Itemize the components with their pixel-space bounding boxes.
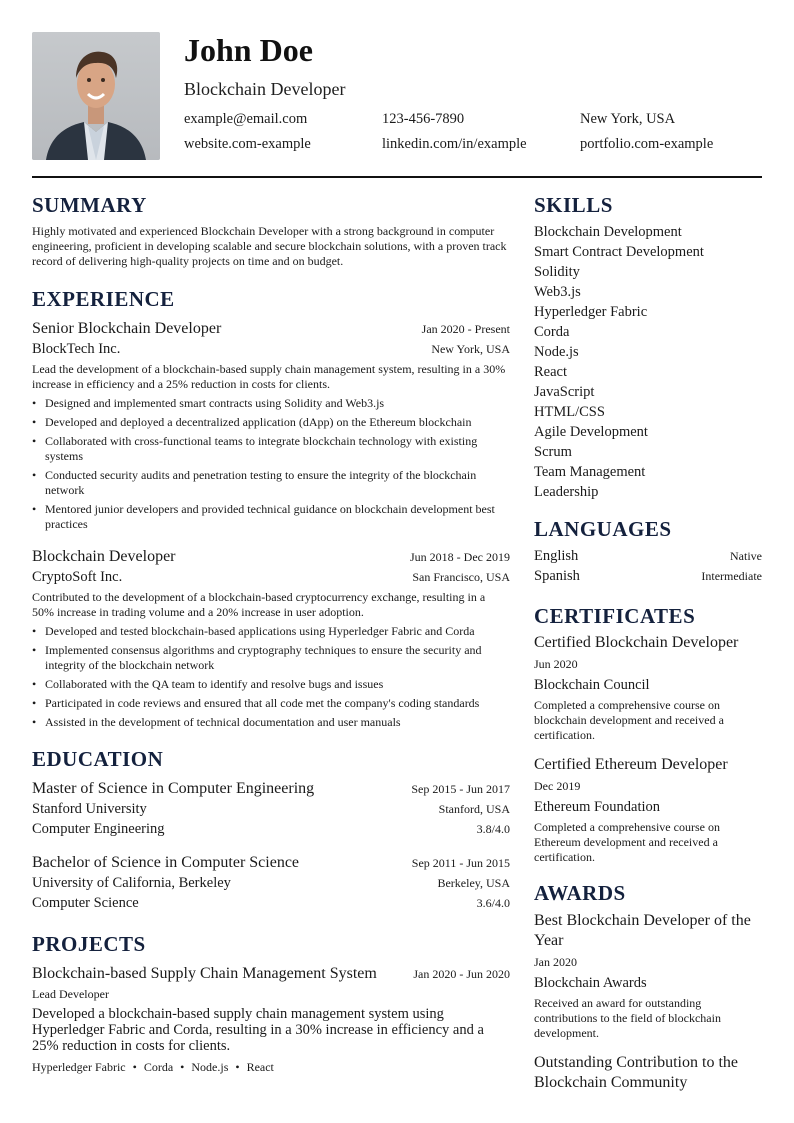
summary-heading: SUMMARY (32, 193, 147, 217)
job-title: Blockchain Developer (184, 79, 346, 99)
job-summary: Lead the development of a blockchain-based supply chain management system, resulting in a 30% increase in efficiency and a 25% reduction in costs for clients. (32, 362, 506, 391)
summary-text: Highly motivated and experienced Blockchain Developer with a strong background in computer engineering, proficient in developing scalable and secure blockchain solutions, with a proven track record of delivering high-quality projects on time and on budget. (32, 224, 507, 268)
certificate-date: Dec 2019 (534, 779, 581, 793)
skill-item: Hyperledger Fabric (534, 304, 648, 320)
language-name: English (534, 548, 579, 564)
certificate-item (534, 755, 762, 865)
email-link[interactable]: example@email.com (184, 111, 308, 127)
list-item: • Assisted in the development of technical documentation and user manuals (32, 715, 510, 730)
project-role: Lead Developer (32, 987, 109, 1001)
skill-item: Scrum (534, 444, 572, 460)
list-item: • Participated in code reviews and ensured that all code met the company's coding standards (32, 696, 510, 711)
job-bullets (32, 396, 510, 532)
tag-separator: • (235, 1060, 240, 1074)
certificate-description: Completed a comprehensive course on Ethereum development and received a certification. (534, 820, 720, 864)
school-location: Berkeley, USA (437, 876, 510, 890)
certificate-description: Completed a comprehensive course on blockchain development and received a certification. (534, 698, 724, 742)
school-name: University of California, Berkeley (32, 875, 231, 891)
project-name: Blockchain-based Supply Chain Management System (32, 965, 377, 982)
list-item: • Conducted security audits and penetration testing to ensure the integrity of the blockchain network (32, 468, 510, 498)
position-title: Senior Blockchain Developer (32, 320, 222, 337)
experience-item (32, 318, 510, 532)
experience-item (32, 546, 510, 730)
resume-header (32, 32, 762, 160)
language-row (534, 566, 762, 586)
skill-item: Node.js (534, 344, 579, 360)
skill-item: Blockchain Development (534, 224, 682, 240)
project-tag: Node.js (191, 1060, 229, 1074)
skill-item: Smart Contract Development (534, 244, 704, 260)
award-date: Jan 2020 (534, 955, 577, 969)
skill-item: Team Management (534, 464, 646, 480)
candidate-name: John Doe (184, 32, 313, 68)
list-item: • Implemented consensus algorithms and cryptography techniques to ensure the security and integrity of the blockchain network (32, 643, 510, 673)
projects-heading: PROJECTS (32, 932, 146, 956)
skill-item: HTML/CSS (534, 404, 605, 420)
left-column (32, 192, 510, 1076)
list-item: • Mentored junior developers and provided technical guidance on blockchain development best practices (32, 502, 510, 532)
project-tag: Hyperledger Fabric (32, 1060, 126, 1074)
company-name: BlockTech Inc. (32, 341, 121, 357)
phone-number: 123-456-7890 (382, 111, 465, 127)
skills-heading: SKILLS (534, 193, 613, 217)
job-bullets (32, 624, 510, 730)
skill-item: Corda (534, 324, 570, 340)
skill-item: Agile Development (534, 424, 648, 440)
education-dates: Sep 2011 - Jun 2015 (411, 856, 510, 870)
award-description: Received an award for outstanding contributions to the field of blockchain development. (534, 996, 721, 1040)
right-column (534, 192, 762, 1093)
certificate-issuer: Blockchain Council (534, 677, 650, 693)
certificate-date: Jun 2020 (534, 657, 578, 671)
linkedin-link[interactable]: linkedin.com/in/example (382, 136, 527, 152)
project-tag: Corda (143, 1060, 174, 1074)
school-name: Stanford University (32, 801, 147, 817)
language-level: Intermediate (701, 569, 762, 583)
job-location: New York, USA (431, 342, 510, 356)
award-name: Best Blockchain Developer of the Year (534, 912, 751, 949)
languages-list (534, 546, 762, 586)
certificate-issuer: Ethereum Foundation (534, 799, 661, 815)
project-item (32, 963, 510, 1076)
language-row (534, 546, 762, 566)
education-heading: EDUCATION (32, 747, 164, 771)
skill-item: React (534, 364, 568, 380)
education-dates: Sep 2015 - Jun 2017 (411, 782, 510, 796)
header-divider (32, 176, 762, 178)
list-item: • Developed and deployed a decentralized application (dApp) on the Ethereum blockchain (32, 415, 510, 430)
job-dates: Jun 2018 - Dec 2019 (410, 550, 510, 564)
award-item (534, 911, 762, 1041)
certificate-name: Certified Blockchain Developer (534, 634, 739, 651)
job-dates: Jan 2020 - Present (421, 322, 510, 336)
project-description: Developed a blockchain-based supply chain management system using Hyperledger Fabric and Corda, resulting in a 30% increase in efficiency and a 25% reduction in costs for clients. (32, 1006, 484, 1054)
job-summary: Contributed to the development of a blockchain-based cryptocurrency exchange, resulting in a 50% increase in trading volume and a 20% increase in user adoption. (32, 590, 486, 619)
skill-item: Web3.js (534, 284, 581, 300)
job-location: San Francisco, USA (412, 570, 510, 584)
language-level: Native (730, 549, 762, 563)
field-of-study: Computer Engineering (32, 821, 165, 837)
tag-separator: • (180, 1060, 185, 1074)
website-link[interactable]: website.com-example (184, 136, 311, 152)
gpa-value: 3.8/4.0 (476, 822, 510, 836)
certificate-name: Certified Ethereum Developer (534, 756, 728, 773)
list-item: • Designed and implemented smart contracts using Solidity and Web3.js (32, 396, 510, 411)
list-item: • Collaborated with the QA team to identify and resolve bugs and issues (32, 677, 510, 692)
tag-separator: • (132, 1060, 137, 1074)
list-item: • Collaborated with cross-functional teams to integrate blockchain technology with existing systems (32, 434, 510, 464)
field-of-study: Computer Science (32, 895, 139, 911)
profile-photo (32, 32, 160, 160)
list-item: • Developed and tested blockchain-based applications using Hyperledger Fabric and Corda (32, 624, 510, 639)
resume-page (32, 32, 762, 1091)
education-item (32, 852, 510, 913)
header-info (184, 32, 762, 160)
school-location: Stanford, USA (438, 802, 510, 816)
certificate-item (534, 633, 762, 743)
award-item (534, 1053, 762, 1093)
gpa-value: 3.6/4.0 (476, 896, 510, 910)
education-item (32, 778, 510, 839)
language-name: Spanish (534, 568, 580, 584)
location-text: New York, USA (580, 111, 676, 127)
skills-list (534, 222, 762, 502)
skill-item: Solidity (534, 264, 580, 280)
skill-item: Leadership (534, 484, 599, 500)
award-name: Outstanding Contribution to the Blockchain Community (534, 1054, 738, 1091)
project-tags (32, 1058, 510, 1076)
degree-title: Bachelor of Science in Computer Science (32, 854, 300, 871)
degree-title: Master of Science in Computer Engineering (32, 780, 315, 797)
company-name: CryptoSoft Inc. (32, 569, 123, 585)
languages-heading: LANGUAGES (534, 517, 672, 541)
portfolio-link[interactable]: portfolio.com-example (580, 136, 714, 152)
certificates-heading: CERTIFICATES (534, 604, 696, 628)
position-title: Blockchain Developer (32, 548, 176, 565)
skill-item: JavaScript (534, 384, 595, 400)
experience-heading: EXPERIENCE (32, 287, 175, 311)
contact-grid (184, 109, 762, 154)
award-issuer: Blockchain Awards (534, 975, 647, 991)
project-tag: React (246, 1060, 274, 1074)
project-dates: Jan 2020 - Jun 2020 (413, 967, 510, 981)
awards-heading: AWARDS (534, 881, 626, 905)
